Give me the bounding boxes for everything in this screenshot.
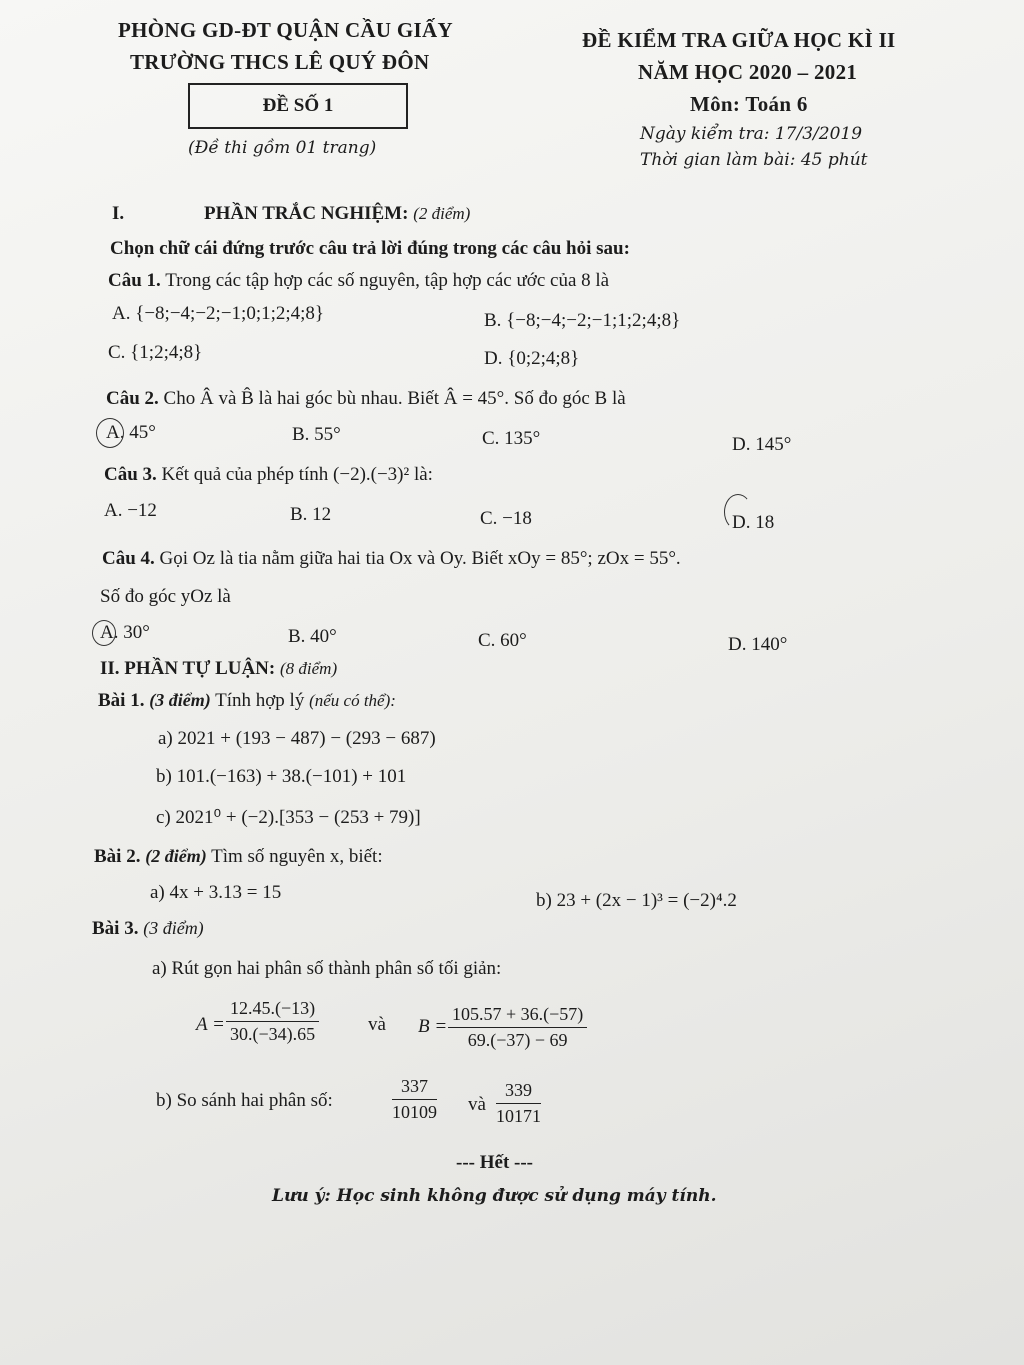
exam-duration: Thời gian làm bài: 45 phút [640, 150, 868, 170]
conjunction: và [368, 1014, 386, 1035]
exercise-2 [94, 846, 383, 868]
question-2 [106, 388, 626, 410]
fraction-A-numerator: 12.45.(−13) [226, 998, 319, 1022]
end-marker: --- Hết --- [456, 1152, 534, 1173]
q2-option-c: C. 135° [482, 428, 541, 449]
school-year: NĂM HỌC 2020 – 2021 [638, 60, 858, 84]
exercise-1c: c) 2021⁰ + (−2).[353 − (253 + 79)] [156, 807, 421, 828]
exercise-3-points: (3 điểm) [143, 918, 204, 938]
question-4 [102, 548, 681, 570]
question-2-label: Câu 2. [106, 388, 159, 409]
exam-code-box [188, 83, 408, 129]
exercise-3-label: Bài 3. [92, 918, 139, 939]
part1-title: PHẦN TRẮC NGHIỆM: [204, 203, 409, 224]
q2-option-d: D. 145° [732, 434, 792, 455]
fraction-A-denominator: 30.(−34).65 [230, 1024, 316, 1044]
q2-option-b: B. 55° [292, 424, 341, 445]
question-4-text: Gọi Oz là tia nằm giữa hai tia Ox và Oy. Biết xOy = 85°; zOx = 55°. [159, 548, 681, 569]
fraction-2-numerator: 339 [496, 1080, 541, 1104]
exercise-2-points: (2 điểm) [145, 846, 207, 866]
exercise-1 [98, 690, 396, 712]
question-1-label: Câu 1. [108, 270, 161, 291]
q1-option-d: D. {0;2;4;8} [484, 348, 580, 369]
question-1-text: Trong các tập hợp các số nguyên, tập hợp các ước của 8 là [165, 270, 610, 291]
fraction-B-numerator: 105.57 + 36.(−57) [448, 1004, 587, 1028]
fraction-2 [496, 1080, 541, 1127]
department-name: PHÒNG GD-ĐT QUẬN CẦU GIẤY [118, 18, 453, 42]
subject: Môn: Toán 6 [690, 92, 808, 116]
fraction-1 [392, 1076, 437, 1123]
part1-number: I. [112, 203, 125, 224]
exercise-1-label: Bài 1. [98, 690, 145, 711]
exercise-2-text: Tìm số nguyên x, biết: [211, 846, 383, 867]
q1-option-b: B. {−8;−4;−2;−1;1;2;4;8} [484, 310, 681, 331]
question-3-label: Câu 3. [104, 464, 157, 485]
part2-title: II. PHẦN TỰ LUẬN: [100, 658, 276, 679]
question-4-label: Câu 4. [102, 548, 155, 569]
fraction-A-label: A = [196, 1014, 225, 1035]
exercise-1a: a) 2021 + (193 − 487) − (293 − 687) [158, 728, 436, 749]
question-4-continued: Số đo góc yOz là [100, 586, 231, 607]
q4-option-c: C. 60° [478, 630, 527, 651]
exercise-1-note: (nếu có thể): [309, 691, 396, 710]
fraction-1-denominator: 10109 [392, 1102, 437, 1122]
q4-option-d: D. 140° [728, 634, 788, 655]
exercise-3a: a) Rút gọn hai phân số thành phân số tối giản: [152, 958, 502, 979]
answer-mark [724, 494, 752, 530]
q3-option-b: B. 12 [290, 504, 332, 525]
part1-points: (2 điểm) [413, 204, 471, 223]
exam-code: ĐỀ SỐ 1 [262, 95, 334, 116]
exercise-1-text: Tính hợp lý [215, 690, 305, 711]
exercise-2-label: Bài 2. [94, 846, 141, 867]
q1-option-a: A. {−8;−4;−2;−1;0;1;2;4;8} [112, 303, 325, 324]
q2-option-a: A. 45° [106, 422, 156, 443]
exercise-2a: a) 4x + 3.13 = 15 [150, 882, 282, 903]
school-name: TRƯỜNG THCS LÊ QUÝ ĐÔN [130, 50, 430, 74]
question-3 [104, 464, 433, 486]
answer-mark [92, 620, 116, 646]
answer-mark [96, 418, 124, 448]
exercise-2b: b) 23 + (2x − 1)³ = (−2)⁴.2 [536, 890, 737, 911]
q3-option-a: A. −12 [104, 500, 157, 521]
question-2-text: Cho Â và B̂ là hai góc bù nhau. Biết Â = 45°. Số đo góc B là [163, 388, 626, 409]
exercise-3 [92, 918, 204, 940]
fraction-B-denominator: 69.(−37) − 69 [467, 1030, 568, 1050]
fraction-B [448, 1004, 587, 1051]
part1-heading [204, 203, 470, 225]
fraction-B-label: B = [418, 1016, 448, 1037]
fraction-A [226, 998, 319, 1045]
exam-date: Ngày kiểm tra: 17/3/2019 [640, 124, 863, 144]
q4-option-b: B. 40° [288, 626, 337, 647]
footer-note: Lưu ý: Học sinh không được sử dụng máy tính. [272, 1186, 717, 1206]
page-count: (Đề thi gồm 01 trang) [188, 138, 377, 158]
exam-title: ĐỀ KIỂM TRA GIỮA HỌC KÌ II [582, 28, 896, 52]
exercise-1b: b) 101.(−163) + 38.(−101) + 101 [156, 766, 407, 787]
exercise-3b: b) So sánh hai phân số: [156, 1090, 333, 1111]
q1-option-c: C. {1;2;4;8} [108, 342, 203, 363]
q3-option-d: D. 18 [732, 512, 775, 533]
part2-points: (8 điểm) [279, 659, 338, 678]
fraction-1-numerator: 337 [392, 1076, 437, 1100]
part1-instruction: Chọn chữ cái đứng trước câu trả lời đúng trong các câu hỏi sau: [110, 238, 630, 259]
question-1 [108, 270, 609, 292]
q4-option-a: A. 30° [100, 622, 150, 643]
q3-option-c: C. −18 [480, 508, 532, 529]
exercise-1-points: (3 điểm) [149, 690, 211, 710]
question-3-text: Kết quả của phép tính (−2).(−3)² là: [161, 464, 433, 485]
conjunction: và [468, 1094, 486, 1115]
part2-heading [100, 658, 337, 680]
fraction-2-denominator: 10171 [496, 1106, 541, 1126]
